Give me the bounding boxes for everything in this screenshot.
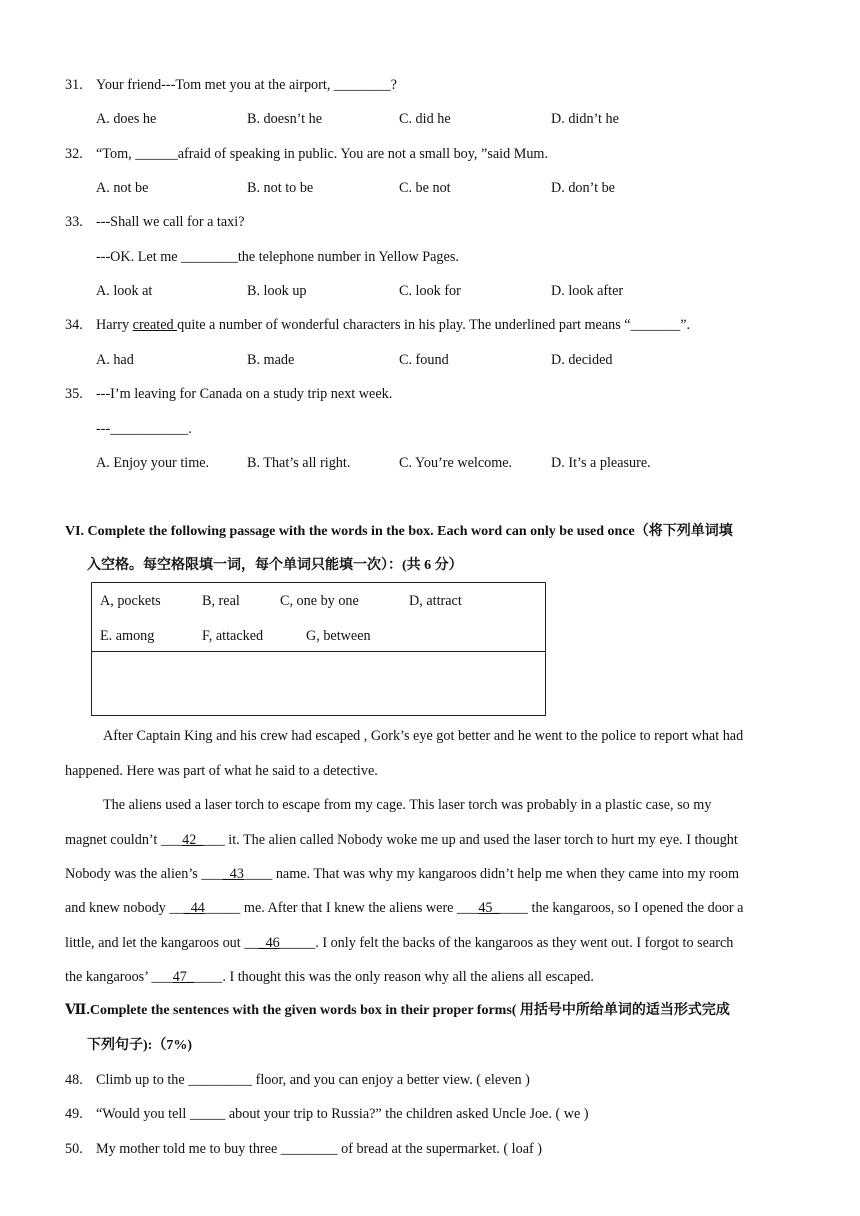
passage-p2-line4 bbox=[65, 899, 743, 917]
section-6-heading-line1: VI. Complete the following passage with the words in the box. Each word can only be used once（将下列单词填 bbox=[65, 524, 733, 539]
question-34-stem bbox=[96, 316, 690, 334]
question-31-option-a: A. does he bbox=[96, 111, 157, 127]
passage-text: little, and let the kangaroos out __ bbox=[65, 935, 259, 951]
question-35-number: 35. bbox=[65, 386, 83, 402]
passage-text: ____ name. That was why my kangaroos didn’t help me when they came into my room bbox=[243, 866, 740, 882]
question-34-underlined-word: created bbox=[132, 317, 178, 333]
passage-text: and knew nobody __ bbox=[65, 900, 184, 916]
passage-text: magnet couldn’t ___ bbox=[65, 832, 183, 848]
word-c: C, one by one bbox=[280, 593, 359, 609]
word-d: D, attract bbox=[409, 593, 462, 609]
question-33-stem-line2: ---OK. Let me ________the telephone number in Yellow Pages. bbox=[96, 249, 459, 265]
passage-p2-line1: The aliens used a laser torch to escape from my cage. This laser torch was probably in a plastic case, so my bbox=[103, 797, 712, 813]
blank-45: 45_ bbox=[478, 900, 500, 916]
question-34-option-d: D. decided bbox=[551, 352, 613, 368]
question-33-stem-line1: ---Shall we call for a taxi? bbox=[96, 214, 245, 230]
passage-text: _____. I only felt the backs of the kangaroos as they went out. I forgot to search bbox=[279, 935, 734, 951]
question-49-text: “Would you tell _____ about your trip to Russia?” the children asked Uncle Joe. ( we ) bbox=[96, 1106, 589, 1122]
word-b: B, real bbox=[202, 593, 240, 609]
blank-46: _46 bbox=[258, 935, 280, 951]
passage-p2-line5 bbox=[65, 934, 733, 952]
passage-p2-line2 bbox=[65, 831, 738, 849]
question-33-number: 33. bbox=[65, 214, 83, 230]
passage-p2-line6 bbox=[65, 968, 594, 986]
question-31-stem: Your friend---Tom met you at the airport, ________? bbox=[96, 77, 397, 93]
question-31-option-d: D. didn’t he bbox=[551, 111, 619, 127]
question-50-text: My mother told me to buy three ________ of bread at the supermarket. ( loaf ) bbox=[96, 1141, 542, 1157]
passage-text: ____ the kangaroos, so I opened the door a bbox=[499, 900, 744, 916]
word-box-divider bbox=[92, 651, 545, 652]
blank-42: 42_ bbox=[182, 832, 204, 848]
word-e: E. among bbox=[100, 628, 155, 644]
section-6-heading-line2: 入空格。每空格限填一词，每个单词只能填一次）：(共 6 分） bbox=[87, 558, 463, 573]
blank-43: _43 bbox=[222, 866, 244, 882]
question-31-option-c: C. did he bbox=[399, 111, 451, 127]
blank-44: _44 bbox=[183, 900, 205, 916]
question-31-option-b: B. doesn’t he bbox=[247, 111, 323, 127]
question-34-stem-post: quite a number of wonderful characters in his play. The underlined part means “_______”. bbox=[177, 317, 691, 333]
passage-text: the kangaroos’ ___ bbox=[65, 969, 173, 985]
question-33-option-d: D. look after bbox=[551, 283, 624, 299]
question-49-number: 49. bbox=[65, 1106, 83, 1122]
section-7-heading-line2: 下列句子):（7%) bbox=[87, 1038, 192, 1053]
question-32-stem: “Tom, ______afraid of speaking in public. You are not a small boy, ”said Mum. bbox=[96, 146, 549, 162]
passage-p1-line2: happened. Here was part of what he said to a detective. bbox=[65, 763, 378, 779]
passage-p1-line1: After Captain King and his crew had escaped , Gork’s eye got better and he went to the police to report what had bbox=[103, 728, 744, 744]
question-31-number: 31. bbox=[65, 77, 83, 93]
question-32-number: 32. bbox=[65, 146, 83, 162]
word-g: G, between bbox=[306, 628, 371, 644]
question-34-stem-pre: Harry bbox=[96, 317, 133, 333]
question-33-option-a: A. look at bbox=[96, 283, 153, 299]
question-48-number: 48. bbox=[65, 1072, 83, 1088]
question-34-option-b: B. made bbox=[247, 352, 295, 368]
passage-text: ____. I thought this was the only reason why all the aliens all escaped. bbox=[193, 969, 594, 985]
question-50-number: 50. bbox=[65, 1141, 83, 1157]
question-35-option-a: A. Enjoy your time. bbox=[96, 455, 210, 471]
word-f: F, attacked bbox=[202, 628, 264, 644]
question-48-text: Climb up to the _________ floor, and you can enjoy a better view. ( eleven ) bbox=[96, 1072, 530, 1088]
question-35-stem-line1: ---I’m leaving for Canada on a study trip next week. bbox=[96, 386, 393, 402]
question-33-option-c: C. look for bbox=[399, 283, 461, 299]
question-33-option-b: B. look up bbox=[247, 283, 307, 299]
word-a: A, pockets bbox=[100, 593, 161, 609]
question-32-option-c: C. be not bbox=[399, 180, 451, 196]
question-35-stem-line2: ---___________. bbox=[96, 421, 192, 437]
question-32-option-b: B. not to be bbox=[247, 180, 314, 196]
passage-text: Nobody was the alien’s ___ bbox=[65, 866, 223, 882]
question-34-option-c: C. found bbox=[399, 352, 449, 368]
passage-p2-line3 bbox=[65, 865, 739, 883]
question-34-number: 34. bbox=[65, 317, 83, 333]
passage-text: ___ it. The alien called Nobody woke me up and used the laser torch to hurt my eye. I thought bbox=[203, 832, 738, 848]
blank-47: 47_ bbox=[172, 969, 194, 985]
question-35-option-b: B. That’s all right. bbox=[247, 455, 351, 471]
question-35-option-c: C. You’re welcome. bbox=[399, 455, 513, 471]
question-32-option-a: A. not be bbox=[96, 180, 149, 196]
section-7-heading-line1: Ⅶ.Complete the sentences with the given words box in their proper forms( 用括号中所给单词的适当形式完成 bbox=[65, 1003, 730, 1018]
question-34-option-a: A. had bbox=[96, 352, 134, 368]
passage-text: _____ me. After that I knew the aliens were ___ bbox=[204, 900, 479, 916]
question-32-option-d: D. don’t be bbox=[551, 180, 615, 196]
question-35-option-d: D. It’s a pleasure. bbox=[551, 455, 651, 471]
